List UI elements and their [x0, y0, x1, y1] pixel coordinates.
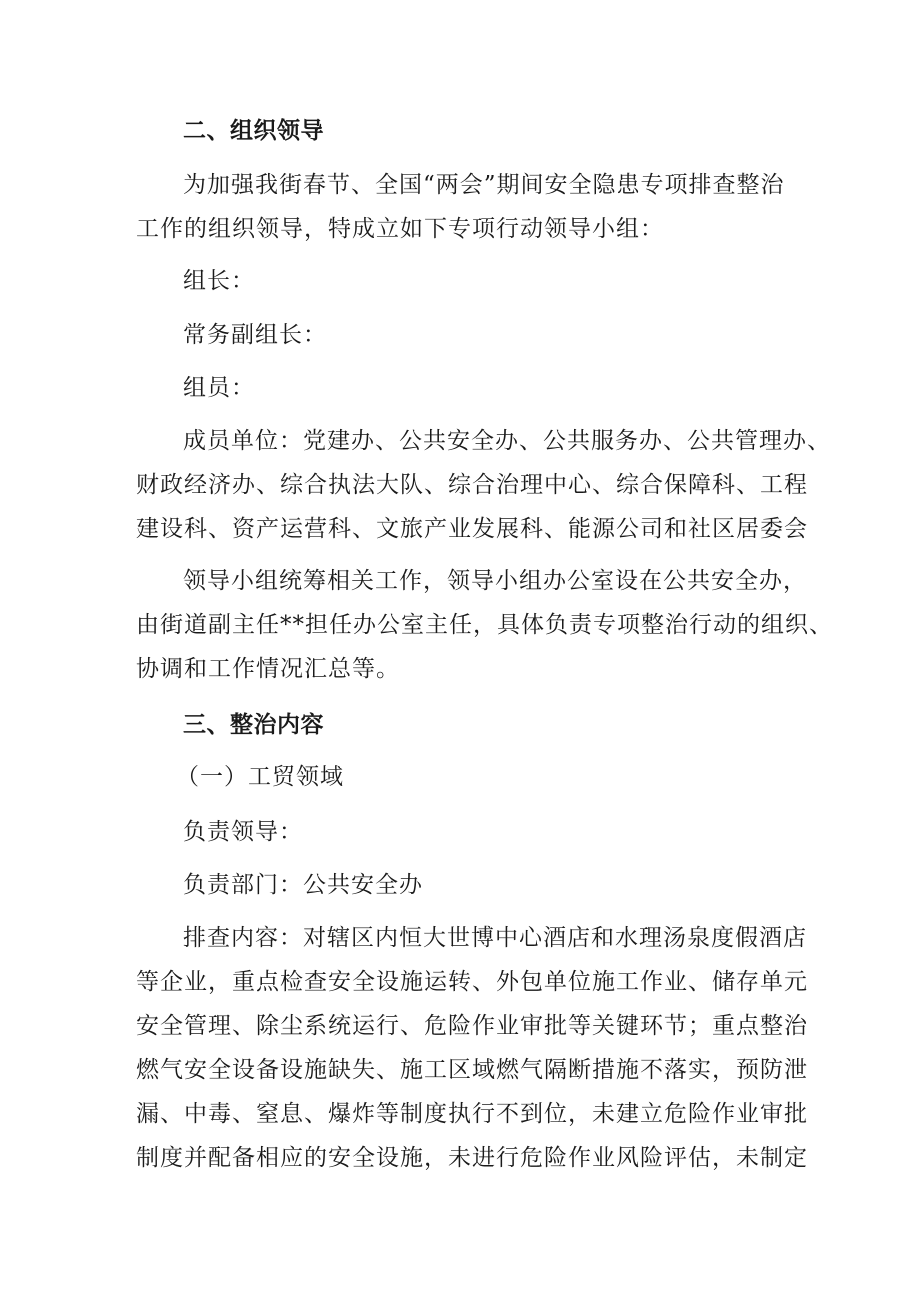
section-heading-organization: 二、组织领导 — [183, 118, 324, 144]
responsible-department-line: 负责部门：公共安全办 — [183, 872, 423, 898]
paragraph-line: 工作的组织领导，特成立如下专项行动领导小组： — [136, 216, 664, 242]
responsible-leader-line: 负责领导： — [183, 819, 303, 845]
subsection-heading-industry-trade: （一）工贸领域 — [176, 764, 344, 790]
group-leader-line: 组长： — [183, 268, 255, 294]
member-units-line: 成员单位：党建办、公共安全办、公共服务办、公共管理办、 — [183, 428, 831, 454]
member-units-line: 财政经济办、综合执法大队、综合治理中心、综合保障科、工程 — [136, 472, 808, 498]
executive-deputy-leader-line: 常务副组长： — [183, 322, 327, 348]
check-content-line: 制度并配备相应的安全设施，未进行危险作业风险评估，未制定 — [136, 1145, 808, 1171]
office-paragraph-line: 由街道副主任**担任办公室主任，具体负责专项整治行动的组织、 — [136, 612, 833, 638]
check-content-line: 排查内容：对辖区内恒大世博中心酒店和水理汤泉度假酒店 — [183, 925, 807, 951]
office-paragraph-line: 协调和工作情况汇总等。 — [136, 656, 400, 682]
check-content-line: 等企业，重点检查安全设施运转、外包单位施工作业、储存单元 — [136, 969, 808, 995]
check-content-line: 燃气安全设备设施缺失、施工区域燃气隔断措施不落实，预防泄 — [136, 1057, 808, 1083]
office-paragraph-line: 领导小组统筹相关工作，领导小组办公室设在公共安全办， — [183, 568, 807, 594]
member-units-line: 建设科、资产运营科、文旅产业发展科、能源公司和社区居委会 — [136, 516, 808, 542]
check-content-line: 漏、中毒、窒息、爆炸等制度执行不到位，未建立危险作业审批 — [136, 1101, 808, 1127]
paragraph-line: 为加强我街春节、全国“两会”期间安全隐患专项排查整治 — [183, 172, 785, 198]
group-members-line: 组员： — [183, 375, 255, 401]
check-content-line: 安全管理、除尘系统运行、危险作业审批等关键环节；重点整治 — [136, 1013, 808, 1039]
section-heading-rectification: 三、整治内容 — [183, 712, 324, 738]
